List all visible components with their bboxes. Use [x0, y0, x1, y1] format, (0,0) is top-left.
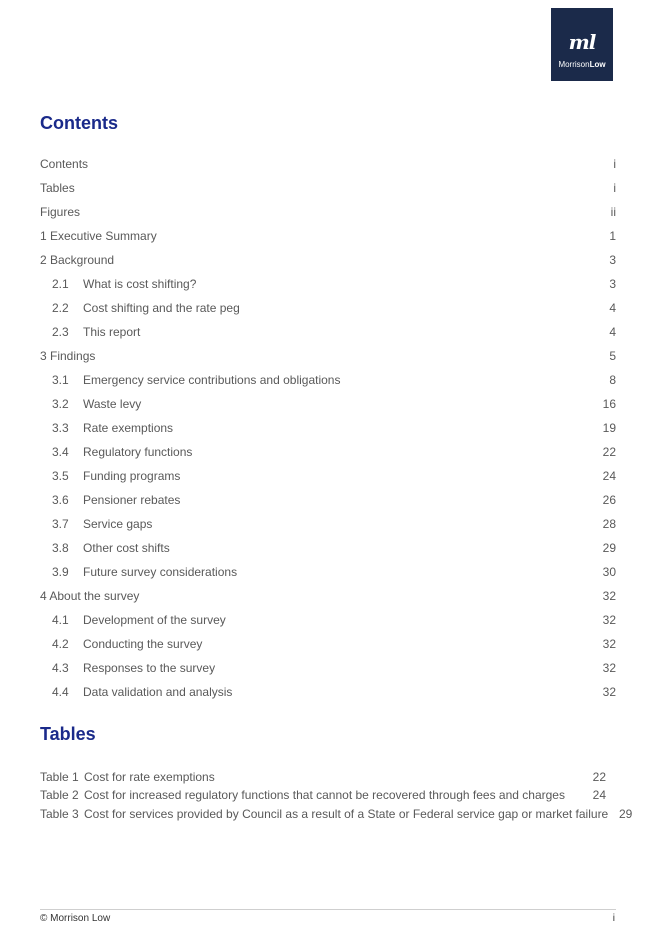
toc-entry-title: Regulatory functions [83, 445, 193, 459]
toc-entry-title: Responses to the survey [83, 661, 216, 675]
toc-entry-page: 32 [602, 685, 616, 699]
toc-entry-page: 32 [602, 589, 616, 603]
toc-entry[interactable] [40, 442, 616, 462]
toc-entry-title: 3 Findings [40, 349, 96, 363]
footer-divider [40, 909, 616, 910]
toc-entry-number: 3.7 [52, 517, 69, 531]
table-list-page: 22 [592, 770, 606, 784]
toc-entry[interactable] [40, 274, 616, 294]
toc-entry-title: Service gaps [83, 517, 153, 531]
table-list-page: 24 [592, 788, 606, 802]
logo-name-bold: Low [589, 60, 606, 69]
toc-entry-number: 2.3 [52, 325, 69, 339]
toc-entry-title: Pensioner rebates [83, 493, 181, 507]
toc-entry[interactable] [40, 226, 616, 246]
toc-entry-page: 30 [602, 565, 616, 579]
table-list-page: 29 [619, 807, 633, 821]
toc-entry-title: Cost shifting and the rate peg [83, 301, 240, 315]
toc-entry-page: 8 [609, 373, 616, 387]
toc-entry[interactable] [40, 298, 616, 318]
toc-entry-title: Tables [40, 181, 75, 195]
toc-entry[interactable] [40, 610, 616, 630]
toc-entry-page: 28 [602, 517, 616, 531]
toc-entry-title: This report [83, 325, 141, 339]
toc-entry-page: i [613, 181, 616, 195]
toc-entry-title: 4 About the survey [40, 589, 140, 603]
toc-entry-title: Funding programs [83, 469, 181, 483]
toc-entry-number: 3.3 [52, 421, 69, 435]
toc-entry-page: 5 [609, 349, 616, 363]
toc-entry-page: 3 [609, 277, 616, 291]
table-list-entry[interactable] [40, 805, 633, 823]
toc-entry-page: 32 [602, 661, 616, 675]
toc-entry-title: Development of the survey [83, 613, 226, 627]
toc-entry-title: Other cost shifts [83, 541, 170, 555]
toc-entry-title: Emergency service contributions and obligations [83, 373, 341, 387]
toc-entry[interactable] [40, 250, 616, 270]
table-list-entry[interactable] [40, 786, 616, 804]
toc-entry-number: 4.4 [52, 685, 69, 699]
toc-entry-number: 4.1 [52, 613, 69, 627]
toc-entry-number: 3.9 [52, 565, 69, 579]
toc-entry-title: Contents [40, 157, 89, 171]
toc-entry-number: 4.2 [52, 637, 69, 651]
toc-entry[interactable] [40, 490, 616, 510]
toc-entry[interactable] [40, 466, 616, 486]
toc-entry-number: 3.5 [52, 469, 69, 483]
toc-entry[interactable] [40, 658, 616, 678]
toc-entry-title: 1 Executive Summary [40, 229, 157, 243]
toc-entry[interactable] [40, 682, 616, 702]
toc-entry[interactable] [40, 394, 616, 414]
toc-entry-title: Figures [40, 205, 81, 219]
table-list-label: Table 3 [40, 807, 79, 821]
toc-entry-number: 2.2 [52, 301, 69, 315]
toc-entry[interactable] [40, 538, 616, 558]
toc-entry[interactable] [40, 634, 616, 654]
toc-entry[interactable] [40, 178, 616, 198]
toc-entry-page: 1 [609, 229, 616, 243]
toc-entry[interactable] [40, 370, 616, 390]
toc-entry-page: 4 [609, 325, 616, 339]
toc-entry-page: i [613, 157, 616, 171]
table-list-label: Table 1 [40, 770, 79, 784]
toc-entry-title: Rate exemptions [83, 421, 174, 435]
toc-entry-title: 2 Background [40, 253, 115, 267]
morrison-low-logo [551, 8, 613, 81]
toc-entry-title: Waste levy [83, 397, 142, 411]
toc-entry-title: Conducting the survey [83, 637, 203, 651]
toc-entry-title: Data validation and analysis [83, 685, 233, 699]
logo-name-regular: Morrison [558, 60, 590, 69]
toc-entry-page: 22 [602, 445, 616, 459]
toc-entry-page: 3 [609, 253, 616, 267]
toc-entry-title: Future survey considerations [83, 565, 238, 579]
toc-entry[interactable] [40, 154, 616, 174]
toc-entry-page: ii [610, 205, 616, 219]
toc-entry-page: 32 [602, 637, 616, 651]
table-list-title: Cost for increased regulatory functions that cannot be recovered through fees and charges [84, 788, 565, 802]
toc-entry-page: 4 [609, 301, 616, 315]
table-list-title: Cost for rate exemptions [84, 770, 215, 784]
toc-entry-number: 2.1 [52, 277, 69, 291]
toc-entry-page: 24 [602, 469, 616, 483]
toc-entry[interactable] [40, 418, 616, 438]
toc-entry[interactable] [40, 514, 616, 534]
tables-heading: Tables [40, 724, 96, 744]
footer-copyright: © Morrison Low [40, 913, 111, 924]
toc-entry-number: 3.8 [52, 541, 69, 555]
toc-entry-title: What is cost shifting? [83, 277, 197, 291]
table-list-title: Cost for services provided by Council as a result of a State or Federal service gap or market failure [84, 807, 609, 821]
toc-entry-page: 16 [602, 397, 616, 411]
toc-entry[interactable] [40, 202, 616, 222]
toc-entry[interactable] [40, 322, 616, 342]
footer-page-number: i [612, 913, 615, 924]
table-list-entry[interactable] [40, 768, 616, 786]
toc-entry-page: 29 [602, 541, 616, 555]
logo-mark: ml [568, 30, 596, 54]
toc-entry[interactable] [40, 346, 616, 366]
toc-entry-number: 3.1 [52, 373, 69, 387]
toc-entry-number: 3.4 [52, 445, 69, 459]
contents-heading: Contents [40, 113, 118, 133]
toc-entry[interactable] [40, 562, 616, 582]
toc-entry-number: 3.2 [52, 397, 69, 411]
toc-entry-number: 4.3 [52, 661, 69, 675]
toc-entry[interactable] [40, 586, 616, 606]
toc-entry-page: 19 [602, 421, 616, 435]
toc-entry-page: 26 [602, 493, 616, 507]
toc-entry-number: 3.6 [52, 493, 69, 507]
table-list-label: Table 2 [40, 788, 79, 802]
toc-entry-page: 32 [602, 613, 616, 627]
logo-name [551, 60, 613, 69]
